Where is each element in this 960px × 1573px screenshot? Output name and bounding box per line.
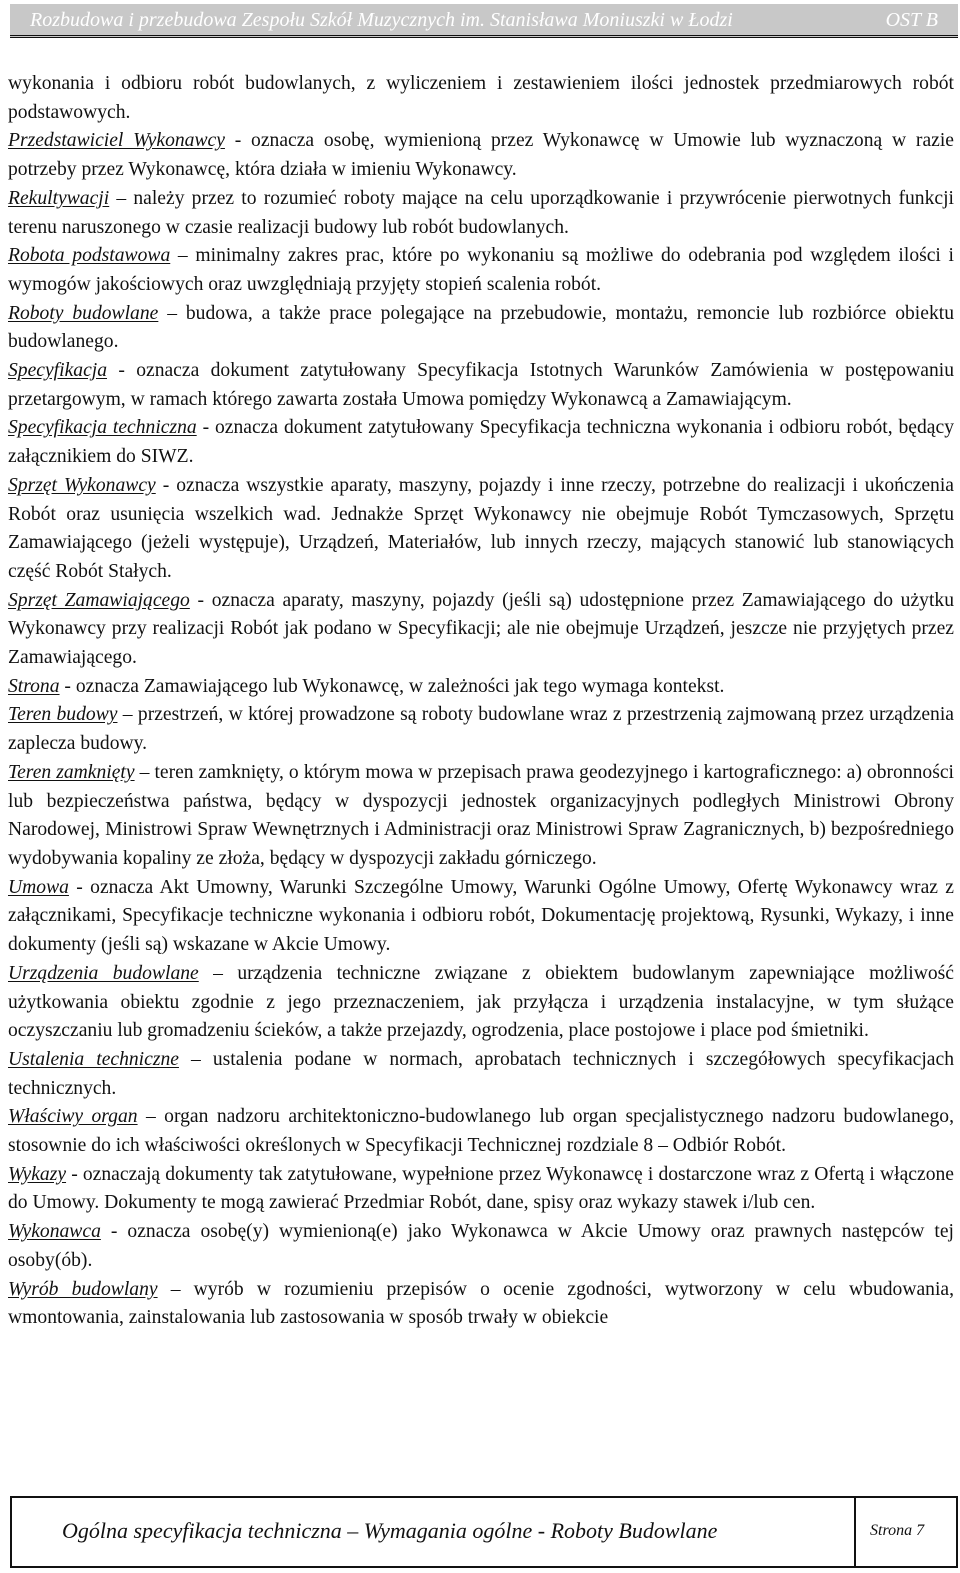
definition-term: Rekultywacji: [8, 187, 110, 209]
definition-term: Sprzęt Zamawiającego: [8, 589, 190, 611]
definition-text: - oznacza osobę(y) wymienioną(e) jako Wykonawca w Akcie Umowy oraz prawnych następców tej osoby(ób).: [8, 1221, 954, 1271]
definition-term: Ustalenia techniczne: [8, 1048, 179, 1070]
definition-paragraph: [8, 357, 954, 414]
definition-term: Właściwy organ: [8, 1106, 138, 1128]
definition-paragraph: [8, 1218, 954, 1275]
definition-term: Wykonawca: [8, 1221, 101, 1243]
definition-paragraph: [8, 127, 954, 184]
definition-term: Umowa: [8, 876, 69, 898]
definition-term: Specyfikacja: [8, 360, 108, 382]
definition-text: - oznacza dokument zatytułowany Specyfikacja techniczna wykonania i odbioru robót, będący załącznikiem do SIWZ.: [8, 417, 954, 468]
definition-paragraph: [8, 1276, 954, 1333]
definition-text: – wyrób w rozumieniu przepisów o ocenie zgodności, wytworzony w celu wbudowania, wmontowania, zainstalowania lub zastosowania w sposób trwały w obiekcie: [8, 1278, 955, 1329]
definition-term: Teren zamknięty: [8, 761, 135, 783]
document-body: [8, 70, 954, 1333]
definition-text: – teren zamknięty, o którym mowa w przepisach prawa geodezyjnego i kartograficznego: a) obronności lub bezpieczeństwa państwa, będący w dyspozycji jednostek organizacyjnych podległych Ministrowi Obrony Narodowej, Ministrowi Spraw Wewnętrznych i Administracji oraz Ministrowi Spraw Zagranicznych, b) bezpośredniego wydobywania kopaliny ze złoża, będący w dyspozycji zakładu górniczego.: [8, 761, 954, 869]
definition-term: Specyfikacja techniczna: [8, 417, 197, 439]
definition-paragraph: [8, 1161, 954, 1218]
definition-paragraph: [8, 70, 954, 127]
definition-text: – urządzenia techniczne związane z obiektem budowlanym zapewniające możliwość użytkowania obiektu zgodnie z jego przeznaczeniem, jak przyłącza i urządzenia instalacyjne, w tym służące oczyszczaniu lub gromadzeniu ścieków, a także przejazdy, ogrodzenia, place postojowe i place pod śmietniki.: [8, 962, 954, 1042]
definition-text: – przestrzeń, w której prowadzone są roboty budowlane wraz z przestrzenią zajmowaną przez urządzenia zaplecza budowy.: [8, 704, 954, 755]
header-code: OST B: [885, 9, 938, 31]
footer-divider: [854, 1498, 856, 1566]
definition-term: Robota podstawowa: [8, 245, 171, 267]
definition-term: Roboty budowlane: [8, 302, 159, 324]
definition-paragraph: [8, 185, 954, 242]
definition-paragraph: [8, 701, 954, 758]
definition-term: Sprzęt Wykonawcy: [8, 474, 156, 496]
definition-paragraph: [8, 759, 954, 874]
definition-paragraph: [8, 414, 954, 471]
header-title: Rozbudowa i przebudowa Zespołu Szkół Muzycznych im. Stanisława Moniuszki w Łodzi: [30, 9, 733, 31]
definition-text: – minimalny zakres prac, które po wykonaniu są możliwe do odebrania pod względem ilości i wymogów jakościowych oraz uwzględniają przyjęty stopień scalenia robót.: [8, 245, 954, 295]
definition-paragraph: [8, 1103, 954, 1160]
definition-text: – budowa, a także prace polegające na przebudowie, montażu, remoncie lub rozbiórce obiektu budowlanego.: [8, 302, 954, 353]
definition-text: – organ nadzoru architektoniczno-budowlanego lub organ specjalistycznego nadzoru budowlanego, stosownie do ich właściwości określonych w Specyfikacji Technicznej rozdziale 8 – Odbiór Robót.: [8, 1106, 954, 1157]
definition-term: Teren budowy: [8, 704, 118, 726]
definition-term: Wykazy: [8, 1163, 67, 1185]
definition-paragraph: [8, 587, 954, 673]
definition-text: - oznacza wszystkie aparaty, maszyny, pojazdy i inne rzeczy, potrzebne do realizacji i ukończenia Robót oraz usunięcia wszelkich wad. Jednakże Sprzęt Wykonawcy nie obejmuje Robót Tymczasowych, Sprzętu Zamawiającego (jeżeli występuje), Urządzeń, Materiałów, lub innych rzeczy, mających stanowić lub stanowiących część Robót Stałych.: [8, 474, 954, 582]
page-header: [10, 4, 958, 38]
definition-text: – ustalenia podane w normach, aprobatach technicznych i szczegółowych specyfikacjach technicznych.: [8, 1048, 954, 1099]
page-number: Strona 7: [870, 1522, 925, 1539]
definition-text: - oznacza osobę, wymienioną przez Wykonawcę w Umowie lub wyznaczoną w razie potrzeby przez Wykonawcę, która działa w imieniu Wykonawcy.: [8, 130, 954, 181]
definition-paragraph: [8, 960, 954, 1046]
definition-text: - oznacza Zamawiającego lub Wykonawcę, w zależności jak tego wymaga kontekst.: [59, 675, 725, 697]
definition-text: - oznacza Akt Umowny, Warunki Szczególne Umowy, Warunki Ogólne Umowy, Ofertę Wykonawcy wraz z załącznikami, Specyfikacje techniczne wykonania i odbioru robót, Dokumentację projektową, Rysunki, Wykazy, i inne dokumenty (jeśli są) wskazane w Akcie Umowy.: [8, 876, 954, 956]
definition-text: – należy przez to rozumieć roboty mające na celu uporządkowanie i przywrócenie pierwotnych funkcji terenu naruszonego w czasie realizacji budowy lub robót budowlanych.: [8, 187, 954, 238]
page-footer: [10, 1496, 958, 1568]
definition-term: Strona: [8, 675, 60, 697]
definition-text: - oznacza dokument zatytułowany Specyfikacja Istotnych Warunków Zamówienia w postępowaniu przetargowym, w ramach którego zawarta została Umowa pomiędzy Wykonawcą a Zamawiającym.: [8, 360, 954, 410]
definition-term: Przedstawiciel Wykonawcy: [8, 130, 225, 152]
definition-text: - oznacza aparaty, maszyny, pojazdy (jeśli są) udostępnione przez Zamawiającego do użytku Wykonawcy przy realizacji Robót jak podano w Specyfikacji; ale nie obejmuje Urządzeń, jeszcze nie przyjętych przez Zamawiającego.: [8, 589, 954, 669]
definition-paragraph: [8, 874, 954, 960]
definition-term: Urządzenia budowlane: [8, 962, 199, 984]
definition-paragraph: [8, 242, 954, 299]
definition-text: wykonania i odbioru robót budowlanych, z wyliczeniem i zestawieniem ilości jednostek przedmiarowych robót podstawowych.: [8, 73, 954, 123]
definition-paragraph: [8, 472, 954, 587]
definition-paragraph: [8, 673, 954, 702]
definition-text: - oznaczają dokumenty tak zatytułowane, wypełnione przez Wykonawcę i dostarczone wraz z Ofertą i włączone do Umowy. Dokumenty te mogą zawierać Przedmiar Robót, dane, spisy oraz wykazy stawek i/lub cen.: [8, 1163, 954, 1214]
definition-paragraph: [8, 1046, 954, 1103]
footer-title: Ogólna specyfikacja techniczna – Wymagania ogólne - Roboty Budowlane: [62, 1518, 718, 1543]
definition-term: Wyrób budowlany: [8, 1278, 158, 1300]
definition-paragraph: [8, 300, 954, 357]
